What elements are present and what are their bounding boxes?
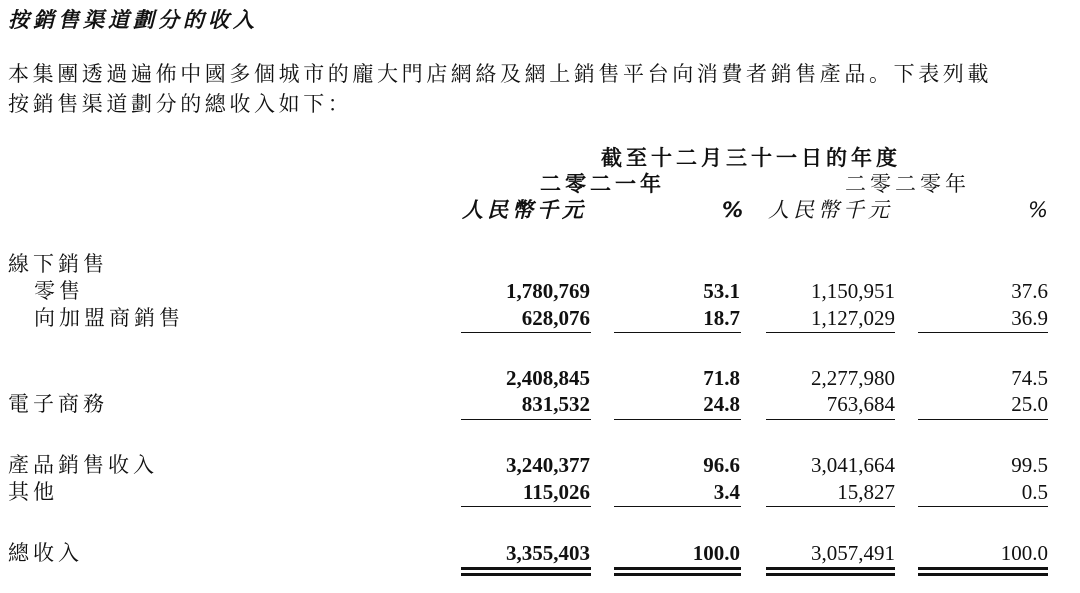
product-sales-2021-amount: 3,240,377 bbox=[506, 453, 590, 477]
intro-line-2: 按銷售渠道劃分的總收入如下： bbox=[8, 92, 353, 116]
offline-subtotal-2020-amount: 2,277,980 bbox=[811, 366, 895, 390]
franchise-2020-amount: 1,127,029 bbox=[811, 306, 895, 330]
retail-2020-amount: 1,150,951 bbox=[811, 279, 895, 303]
product-sales-2020-amount: 3,041,664 bbox=[811, 453, 895, 477]
double-rule-bottom-2020-pct bbox=[918, 573, 1048, 576]
ecommerce-2021-amount: 831,532 bbox=[521, 392, 590, 416]
double-rule-top-2020-pct bbox=[918, 567, 1048, 570]
ecommerce-2020-pct: 25.0 bbox=[1011, 392, 1048, 416]
franchise-2020-pct: 36.9 bbox=[1011, 306, 1048, 330]
year-2021-header: 二零二一年 bbox=[540, 172, 665, 196]
section-heading: 按銷售渠道劃分的收入 bbox=[8, 8, 258, 32]
others-2021-amount: 115,026 bbox=[522, 480, 590, 504]
double-rule-top-2021-amount bbox=[461, 567, 591, 570]
rule-subtotal-2021-amount bbox=[461, 332, 591, 333]
offline-subtotal-2021-pct: 71.8 bbox=[703, 366, 740, 390]
retail-2021-amount: 1,780,769 bbox=[506, 279, 590, 303]
retail-2020-pct: 37.6 bbox=[1011, 279, 1048, 303]
total-2021-amount: 3,355,403 bbox=[506, 541, 590, 565]
rule-total-2021-amount bbox=[461, 506, 591, 507]
rule-total-2021-pct bbox=[614, 506, 741, 507]
double-rule-bottom-2021-pct bbox=[614, 573, 741, 576]
total-revenue-label: 總收入 bbox=[8, 541, 83, 565]
double-rule-top-2020-amount bbox=[766, 567, 895, 570]
product-sales-2021-pct: 96.6 bbox=[703, 453, 740, 477]
total-2021-pct: 100.0 bbox=[692, 541, 740, 565]
rule-subtotal-2021-pct bbox=[614, 332, 741, 333]
ecommerce-2020-amount: 763,684 bbox=[826, 392, 895, 416]
year-2020-header: 二零二零年 bbox=[845, 172, 970, 196]
rule-total-2020-amount bbox=[766, 506, 895, 507]
rule-product-2021-amount bbox=[461, 419, 591, 420]
double-rule-top-2021-pct bbox=[614, 567, 741, 570]
offline-subtotal-2020-pct: 74.5 bbox=[1011, 366, 1048, 390]
offline-sales-label: 線下銷售 bbox=[8, 252, 108, 276]
product-sales-2020-pct: 99.5 bbox=[1011, 453, 1048, 477]
offline-subtotal-2021-amount: 2,408,845 bbox=[506, 366, 590, 390]
franchise-2021-amount: 628,076 bbox=[521, 306, 590, 330]
others-2020-amount: 15,827 bbox=[837, 480, 895, 504]
others-2020-pct: 0.5 bbox=[1021, 480, 1048, 504]
total-2020-pct: 100.0 bbox=[1000, 541, 1048, 565]
retail-label: 零售 bbox=[34, 279, 84, 303]
rule-product-2020-pct bbox=[918, 419, 1048, 420]
ecommerce-2021-pct: 24.8 bbox=[703, 392, 740, 416]
period-header: 截至十二月三十一日的年度 bbox=[601, 146, 901, 170]
double-rule-bottom-2020-amount bbox=[766, 573, 895, 576]
franchise-2021-pct: 18.7 bbox=[703, 306, 740, 330]
rule-product-2020-amount bbox=[766, 419, 895, 420]
pct-2021-header: % bbox=[722, 198, 748, 222]
rule-subtotal-2020-amount bbox=[766, 332, 895, 333]
unit-2021-header: 人民幣千元 bbox=[462, 198, 587, 222]
retail-2021-pct: 53.1 bbox=[703, 279, 740, 303]
rule-subtotal-2020-pct bbox=[918, 332, 1048, 333]
pct-2020-header: % bbox=[1028, 198, 1052, 222]
unit-2020-header: 人民幣千元 bbox=[768, 198, 893, 222]
total-2020-amount: 3,057,491 bbox=[811, 541, 895, 565]
others-label: 其他 bbox=[8, 480, 58, 504]
others-2021-pct: 3.4 bbox=[713, 480, 740, 504]
product-sales-label: 產品銷售收入 bbox=[8, 453, 158, 477]
rule-product-2021-pct bbox=[614, 419, 741, 420]
rule-total-2020-pct bbox=[918, 506, 1048, 507]
ecommerce-label: 電子商務 bbox=[8, 392, 108, 416]
franchise-label: 向加盟商銷售 bbox=[34, 306, 184, 330]
intro-line-1: 本集團透過遍佈中國多個城市的龐大門店網絡及網上銷售平台向消費者銷售產品。下表列載 bbox=[8, 62, 992, 86]
double-rule-bottom-2021-amount bbox=[461, 573, 591, 576]
intro-paragraph bbox=[8, 59, 1078, 119]
